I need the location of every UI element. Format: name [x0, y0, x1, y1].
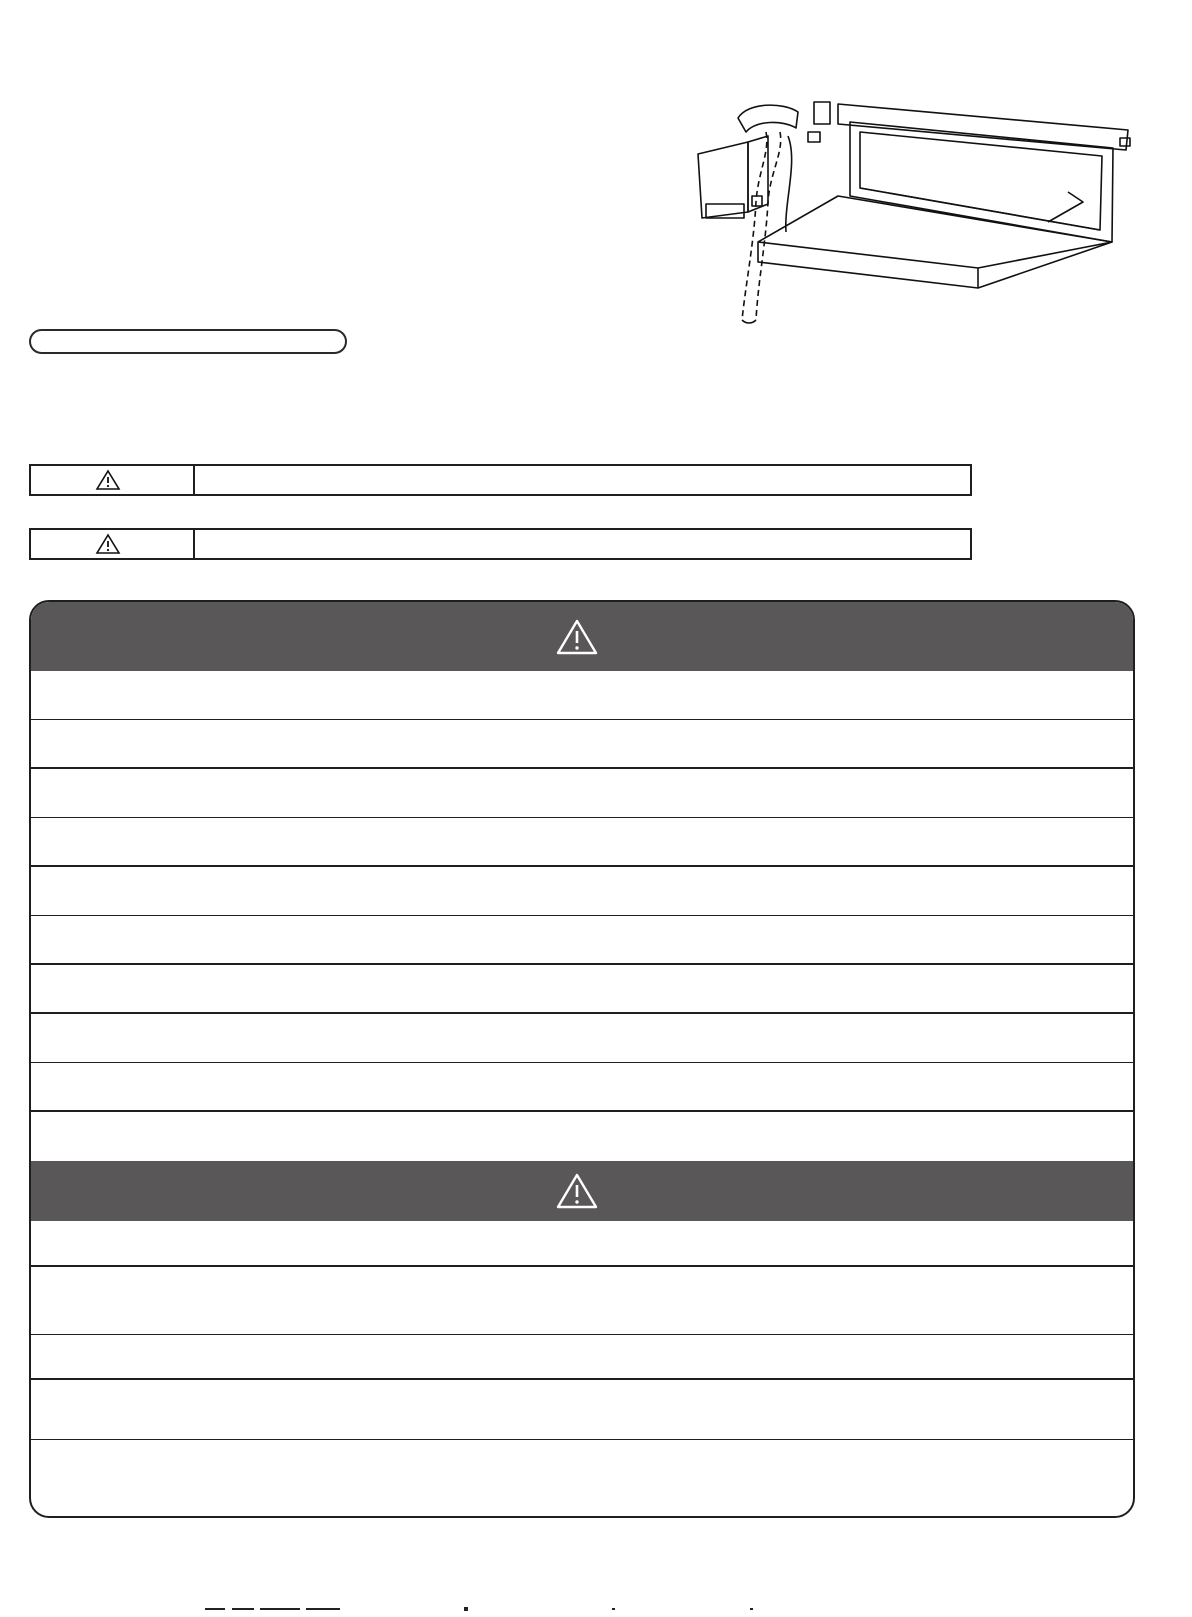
safety-precautions-panel: [29, 600, 1135, 1518]
section-heading-pill: [29, 329, 347, 354]
warning-description: [195, 466, 970, 494]
warning-tag: [31, 466, 195, 494]
indoor-unit-illustration: [688, 92, 1138, 332]
caution-tag: [31, 530, 195, 558]
warning-section-header: [31, 602, 1133, 671]
footer-marks: [0, 1606, 1192, 1612]
warning-item: [31, 965, 1133, 1014]
warning-item: [31, 867, 1133, 916]
caution-item: [31, 1221, 1133, 1267]
warning-item: [31, 769, 1133, 818]
warning-item: [31, 1112, 1133, 1161]
warning-triangle-icon: [95, 469, 121, 491]
caution-item: [31, 1380, 1133, 1440]
caution-item: [31, 1440, 1133, 1518]
warning-item: [31, 1063, 1133, 1112]
warning-triangle-icon: [95, 533, 121, 555]
caution-item: [31, 1335, 1133, 1380]
warning-items: [31, 671, 1133, 1161]
caution-section-header: [31, 1161, 1133, 1221]
caution-item: [31, 1267, 1133, 1335]
warning-item: [31, 818, 1133, 867]
caution-label-definition: [29, 528, 972, 560]
caution-items: [31, 1221, 1133, 1518]
warning-label-definition: [29, 464, 972, 496]
warning-item: [31, 671, 1133, 720]
warning-triangle-icon: [555, 618, 599, 656]
warning-triangle-icon: [555, 1172, 599, 1210]
warning-item: [31, 720, 1133, 769]
warning-item: [31, 1014, 1133, 1063]
warning-item: [31, 916, 1133, 965]
caution-description: [195, 530, 970, 558]
